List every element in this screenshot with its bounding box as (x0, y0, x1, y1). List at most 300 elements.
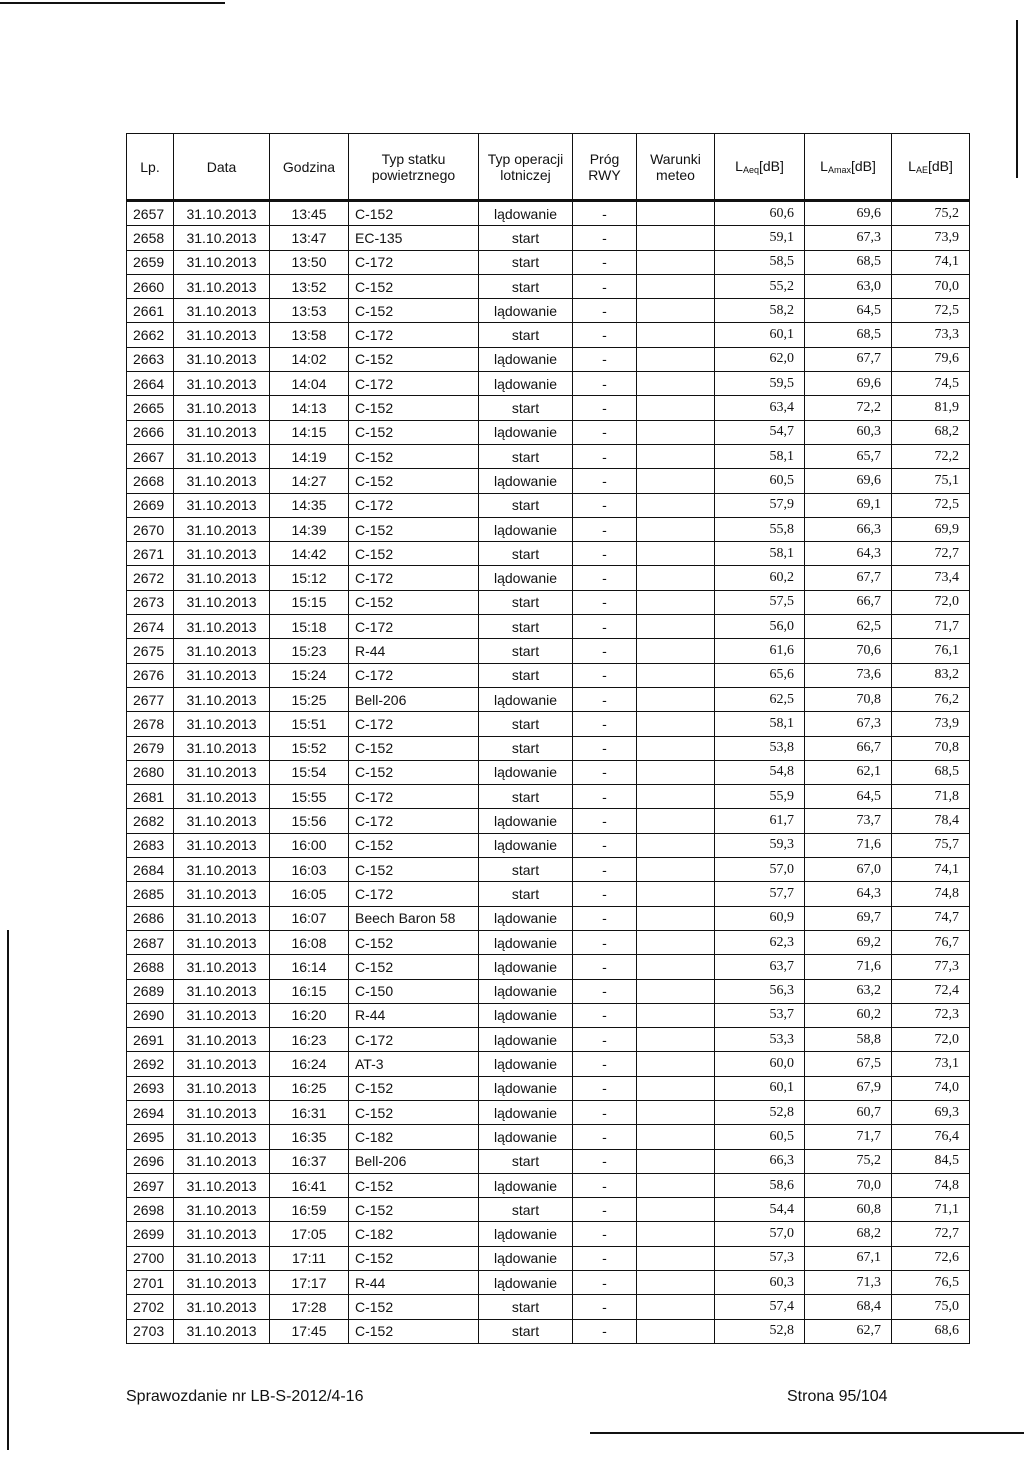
cell-aircraft: C-152 (349, 955, 479, 979)
cell-weather (637, 955, 715, 979)
cell-threshold: - (573, 785, 637, 809)
cell-aircraft: C-172 (349, 712, 479, 736)
cell-threshold: - (573, 858, 637, 882)
cell-weather (637, 809, 715, 833)
cell-date: 31.10.2013 (174, 663, 270, 687)
table-row (127, 1028, 970, 1052)
cell-operation: start (479, 736, 573, 760)
cell-time: 14:39 (270, 517, 349, 541)
cell-lp: 2672 (127, 566, 174, 590)
cell-aircraft: C-152 (349, 396, 479, 420)
table-row (127, 1222, 970, 1246)
cell-lae: 73,1 (892, 1052, 970, 1076)
cell-threshold: - (573, 493, 637, 517)
header-time: Godzina (270, 134, 349, 201)
cell-lp: 2690 (127, 1003, 174, 1027)
cell-lae: 74,5 (892, 372, 970, 396)
cell-lp: 2689 (127, 979, 174, 1003)
cell-weather (637, 639, 715, 663)
cell-threshold: - (573, 590, 637, 614)
cell-time: 16:07 (270, 906, 349, 930)
cell-laeq: 57,0 (715, 1222, 805, 1246)
cell-lp: 2671 (127, 542, 174, 566)
cell-aircraft: C-172 (349, 372, 479, 396)
cell-weather (637, 299, 715, 323)
table-row (127, 517, 970, 541)
cell-time: 17:05 (270, 1222, 349, 1246)
cell-aircraft: AT-3 (349, 1052, 479, 1076)
cell-operation: lądowanie (479, 299, 573, 323)
cell-lamax: 67,0 (805, 858, 892, 882)
cell-aircraft: C-150 (349, 979, 479, 1003)
cell-lp: 2662 (127, 323, 174, 347)
cell-lamax: 70,0 (805, 1173, 892, 1197)
cell-operation: lądowanie (479, 347, 573, 371)
cell-aircraft: C-172 (349, 1028, 479, 1052)
cell-date: 31.10.2013 (174, 469, 270, 493)
cell-threshold: - (573, 226, 637, 250)
cell-laeq: 59,1 (715, 226, 805, 250)
cell-operation: lądowanie (479, 201, 573, 226)
cell-weather (637, 906, 715, 930)
cell-weather (637, 785, 715, 809)
cell-operation: lądowanie (479, 809, 573, 833)
cell-date: 31.10.2013 (174, 347, 270, 371)
cell-date: 31.10.2013 (174, 615, 270, 639)
cell-lamax: 67,7 (805, 347, 892, 371)
cell-time: 17:28 (270, 1295, 349, 1319)
cell-time: 16:41 (270, 1173, 349, 1197)
table-row (127, 1052, 970, 1076)
cell-weather (637, 882, 715, 906)
cell-aircraft: C-152 (349, 469, 479, 493)
cell-lp: 2668 (127, 469, 174, 493)
cell-time: 14:19 (270, 444, 349, 468)
cell-lp: 2684 (127, 858, 174, 882)
table-row (127, 785, 970, 809)
cell-aircraft: C-152 (349, 201, 479, 226)
cell-lp: 2695 (127, 1125, 174, 1149)
cell-lamax: 64,5 (805, 299, 892, 323)
cell-weather (637, 833, 715, 857)
cell-lamax: 67,3 (805, 226, 892, 250)
cell-lae: 69,3 (892, 1100, 970, 1124)
cell-weather (637, 1173, 715, 1197)
cell-time: 16:08 (270, 930, 349, 954)
header-weather: Warunki meteo (637, 134, 715, 201)
cell-weather (637, 1076, 715, 1100)
cell-lae: 74,7 (892, 906, 970, 930)
cell-time: 13:45 (270, 201, 349, 226)
cell-date: 31.10.2013 (174, 979, 270, 1003)
cell-date: 31.10.2013 (174, 955, 270, 979)
cell-date: 31.10.2013 (174, 542, 270, 566)
cell-operation: start (479, 226, 573, 250)
cell-lp: 2664 (127, 372, 174, 396)
cell-lamax: 69,2 (805, 930, 892, 954)
cell-laeq: 56,3 (715, 979, 805, 1003)
cell-lamax: 60,8 (805, 1198, 892, 1222)
cell-lamax: 71,6 (805, 833, 892, 857)
cell-lae: 83,2 (892, 663, 970, 687)
cell-laeq: 60,5 (715, 469, 805, 493)
cell-laeq: 63,4 (715, 396, 805, 420)
cell-aircraft: C-152 (349, 1076, 479, 1100)
table-row (127, 833, 970, 857)
cell-time: 16:59 (270, 1198, 349, 1222)
cell-lp: 2675 (127, 639, 174, 663)
cell-date: 31.10.2013 (174, 1052, 270, 1076)
cell-lamax: 69,6 (805, 469, 892, 493)
cell-date: 31.10.2013 (174, 1100, 270, 1124)
cell-time: 15:25 (270, 687, 349, 711)
cell-lamax: 69,1 (805, 493, 892, 517)
cell-weather (637, 542, 715, 566)
cell-lamax: 68,2 (805, 1222, 892, 1246)
cell-aircraft: C-152 (349, 1198, 479, 1222)
cell-operation: lądowanie (479, 687, 573, 711)
cell-date: 31.10.2013 (174, 1028, 270, 1052)
cell-lae: 76,4 (892, 1125, 970, 1149)
table-row (127, 906, 970, 930)
cell-lamax: 69,6 (805, 372, 892, 396)
cell-time: 13:52 (270, 274, 349, 298)
cell-lae: 72,7 (892, 542, 970, 566)
cell-weather (637, 1125, 715, 1149)
table-row (127, 1271, 970, 1295)
table-row (127, 955, 970, 979)
cell-lp: 2660 (127, 274, 174, 298)
cell-lae: 76,7 (892, 930, 970, 954)
cell-laeq: 53,8 (715, 736, 805, 760)
cell-lae: 74,1 (892, 250, 970, 274)
cell-operation: start (479, 274, 573, 298)
cell-laeq: 53,3 (715, 1028, 805, 1052)
cell-laeq: 60,5 (715, 1125, 805, 1149)
cell-time: 15:51 (270, 712, 349, 736)
cell-lp: 2680 (127, 760, 174, 784)
cell-time: 16:31 (270, 1100, 349, 1124)
table-row (127, 1100, 970, 1124)
cell-lae: 75,2 (892, 201, 970, 226)
table-row (127, 299, 970, 323)
cell-operation: lądowanie (479, 1028, 573, 1052)
cell-operation: lądowanie (479, 955, 573, 979)
cell-aircraft: C-152 (349, 1246, 479, 1270)
cell-lae: 72,3 (892, 1003, 970, 1027)
cell-aircraft: C-172 (349, 615, 479, 639)
cell-threshold: - (573, 1246, 637, 1270)
table-row (127, 1003, 970, 1027)
cell-aircraft: C-152 (349, 590, 479, 614)
cell-laeq: 57,3 (715, 1246, 805, 1270)
table-row (127, 615, 970, 639)
cell-operation: lądowanie (479, 1076, 573, 1100)
cell-lamax: 64,5 (805, 785, 892, 809)
cell-threshold: - (573, 542, 637, 566)
cell-date: 31.10.2013 (174, 226, 270, 250)
cell-time: 14:15 (270, 420, 349, 444)
table-row (127, 493, 970, 517)
cell-weather (637, 1149, 715, 1173)
cell-lamax: 70,6 (805, 639, 892, 663)
cell-operation: lądowanie (479, 833, 573, 857)
cell-threshold: - (573, 250, 637, 274)
cell-threshold: - (573, 930, 637, 954)
cell-lamax: 67,7 (805, 566, 892, 590)
cell-laeq: 52,8 (715, 1319, 805, 1343)
table-row (127, 736, 970, 760)
cell-laeq: 59,5 (715, 372, 805, 396)
cell-lamax: 69,7 (805, 906, 892, 930)
cell-time: 15:56 (270, 809, 349, 833)
cell-time: 13:50 (270, 250, 349, 274)
cell-lp: 2670 (127, 517, 174, 541)
cell-weather (637, 687, 715, 711)
cell-weather (637, 469, 715, 493)
cell-lae: 73,3 (892, 323, 970, 347)
cell-aircraft: C-152 (349, 930, 479, 954)
cell-date: 31.10.2013 (174, 274, 270, 298)
cell-date: 31.10.2013 (174, 1319, 270, 1343)
cell-operation: start (479, 639, 573, 663)
cell-operation: start (479, 1149, 573, 1173)
cell-lamax: 64,3 (805, 542, 892, 566)
cell-time: 14:13 (270, 396, 349, 420)
cell-laeq: 59,3 (715, 833, 805, 857)
cell-lae: 76,2 (892, 687, 970, 711)
cell-weather (637, 760, 715, 784)
cell-date: 31.10.2013 (174, 785, 270, 809)
cell-aircraft: C-152 (349, 274, 479, 298)
table-row (127, 809, 970, 833)
cell-date: 31.10.2013 (174, 906, 270, 930)
cell-time: 15:55 (270, 785, 349, 809)
cell-lamax: 71,6 (805, 955, 892, 979)
table-row (127, 882, 970, 906)
cell-lp: 2674 (127, 615, 174, 639)
cell-time: 15:12 (270, 566, 349, 590)
cell-lamax: 66,3 (805, 517, 892, 541)
cell-time: 16:14 (270, 955, 349, 979)
cell-lae: 72,0 (892, 590, 970, 614)
cell-threshold: - (573, 469, 637, 493)
cell-operation: start (479, 712, 573, 736)
cell-operation: start (479, 323, 573, 347)
cell-date: 31.10.2013 (174, 493, 270, 517)
table-row (127, 1198, 970, 1222)
cell-lp: 2661 (127, 299, 174, 323)
cell-lp: 2659 (127, 250, 174, 274)
cell-lae: 69,9 (892, 517, 970, 541)
cell-date: 31.10.2013 (174, 250, 270, 274)
cell-time: 13:58 (270, 323, 349, 347)
cell-lp: 2701 (127, 1271, 174, 1295)
cell-lae: 77,3 (892, 955, 970, 979)
cell-aircraft: C-152 (349, 299, 479, 323)
cell-aircraft: C-172 (349, 663, 479, 687)
cell-lae: 72,5 (892, 299, 970, 323)
cell-lamax: 70,8 (805, 687, 892, 711)
cell-threshold: - (573, 687, 637, 711)
table-row (127, 323, 970, 347)
cell-aircraft: C-152 (349, 542, 479, 566)
cell-date: 31.10.2013 (174, 323, 270, 347)
cell-lamax: 67,1 (805, 1246, 892, 1270)
cell-laeq: 57,4 (715, 1295, 805, 1319)
cell-lae: 76,5 (892, 1271, 970, 1295)
cell-aircraft: C-152 (349, 420, 479, 444)
cell-date: 31.10.2013 (174, 930, 270, 954)
cell-threshold: - (573, 639, 637, 663)
cell-threshold: - (573, 444, 637, 468)
cell-lae: 79,6 (892, 347, 970, 371)
cell-lae: 78,4 (892, 809, 970, 833)
cell-laeq: 60,6 (715, 201, 805, 226)
cell-lp: 2679 (127, 736, 174, 760)
table-row (127, 226, 970, 250)
cell-date: 31.10.2013 (174, 809, 270, 833)
cell-lae: 81,9 (892, 396, 970, 420)
cell-laeq: 57,0 (715, 858, 805, 882)
cell-laeq: 61,6 (715, 639, 805, 663)
cell-laeq: 62,5 (715, 687, 805, 711)
cell-time: 15:24 (270, 663, 349, 687)
cell-lamax: 64,3 (805, 882, 892, 906)
cell-laeq: 60,9 (715, 906, 805, 930)
cell-lae: 72,7 (892, 1222, 970, 1246)
cell-lae: 72,6 (892, 1246, 970, 1270)
cell-laeq: 57,9 (715, 493, 805, 517)
cell-threshold: - (573, 517, 637, 541)
cell-lae: 75,0 (892, 1295, 970, 1319)
cell-lp: 2698 (127, 1198, 174, 1222)
cell-lae: 74,8 (892, 882, 970, 906)
cell-time: 14:04 (270, 372, 349, 396)
cell-lae: 72,5 (892, 493, 970, 517)
cell-weather (637, 347, 715, 371)
cell-laeq: 54,4 (715, 1198, 805, 1222)
cell-operation: start (479, 615, 573, 639)
cell-laeq: 60,0 (715, 1052, 805, 1076)
header-lae: $L_{AE}[dB]$ (892, 134, 970, 201)
cell-lp: 2663 (127, 347, 174, 371)
cell-time: 16:03 (270, 858, 349, 882)
cell-lae: 72,2 (892, 444, 970, 468)
cell-lamax: 73,7 (805, 809, 892, 833)
cell-lae: 74,8 (892, 1173, 970, 1197)
table-row (127, 1246, 970, 1270)
cell-lamax: 71,3 (805, 1271, 892, 1295)
cell-weather (637, 420, 715, 444)
cell-laeq: 61,7 (715, 809, 805, 833)
cell-lp: 2667 (127, 444, 174, 468)
table-row (127, 420, 970, 444)
cell-threshold: - (573, 372, 637, 396)
cell-lp: 2677 (127, 687, 174, 711)
cell-weather (637, 1295, 715, 1319)
cell-threshold: - (573, 833, 637, 857)
cell-operation: lądowanie (479, 1052, 573, 1076)
cell-lp: 2658 (127, 226, 174, 250)
cell-date: 31.10.2013 (174, 833, 270, 857)
cell-date: 31.10.2013 (174, 1173, 270, 1197)
cell-time: 15:15 (270, 590, 349, 614)
cell-weather (637, 444, 715, 468)
cell-threshold: - (573, 1149, 637, 1173)
cell-weather (637, 1222, 715, 1246)
cell-operation: start (479, 1319, 573, 1343)
cell-threshold: - (573, 1125, 637, 1149)
cell-weather (637, 979, 715, 1003)
cell-lae: 68,2 (892, 420, 970, 444)
cell-laeq: 65,6 (715, 663, 805, 687)
cell-lamax: 62,7 (805, 1319, 892, 1343)
cell-lp: 2688 (127, 955, 174, 979)
cell-weather (637, 250, 715, 274)
cell-operation: lądowanie (479, 566, 573, 590)
cell-lamax: 68,5 (805, 323, 892, 347)
cell-date: 31.10.2013 (174, 1003, 270, 1027)
table-row (127, 979, 970, 1003)
cell-laeq: 55,9 (715, 785, 805, 809)
table-row (127, 1149, 970, 1173)
cell-time: 17:11 (270, 1246, 349, 1270)
cell-lamax: 63,0 (805, 274, 892, 298)
cell-date: 31.10.2013 (174, 1076, 270, 1100)
cell-lp: 2686 (127, 906, 174, 930)
cell-laeq: 66,3 (715, 1149, 805, 1173)
cell-lp: 2676 (127, 663, 174, 687)
cell-laeq: 52,8 (715, 1100, 805, 1124)
table-row (127, 444, 970, 468)
cell-date: 31.10.2013 (174, 882, 270, 906)
cell-lp: 2681 (127, 785, 174, 809)
cell-weather (637, 226, 715, 250)
cell-lamax: 67,3 (805, 712, 892, 736)
cell-lamax: 68,4 (805, 1295, 892, 1319)
cell-aircraft: C-172 (349, 566, 479, 590)
cell-lp: 2685 (127, 882, 174, 906)
cell-weather (637, 1003, 715, 1027)
cell-laeq: 57,7 (715, 882, 805, 906)
scan-rule-bottom (590, 1432, 1024, 1434)
footer-report-number: Sprawozdanie nr LB-S-2012/4-16 (126, 1388, 364, 1405)
cell-aircraft: Beech Baron 58 (349, 906, 479, 930)
cell-time: 16:15 (270, 979, 349, 1003)
table-row (127, 347, 970, 371)
cell-lp: 2694 (127, 1100, 174, 1124)
cell-laeq: 55,8 (715, 517, 805, 541)
cell-threshold: - (573, 323, 637, 347)
cell-operation: lądowanie (479, 1222, 573, 1246)
cell-date: 31.10.2013 (174, 639, 270, 663)
cell-threshold: - (573, 1198, 637, 1222)
cell-laeq: 54,7 (715, 420, 805, 444)
cell-time: 16:00 (270, 833, 349, 857)
cell-time: 14:35 (270, 493, 349, 517)
cell-operation: start (479, 663, 573, 687)
cell-lp: 2697 (127, 1173, 174, 1197)
cell-operation: lądowanie (479, 372, 573, 396)
cell-weather (637, 493, 715, 517)
cell-threshold: - (573, 955, 637, 979)
cell-lp: 2700 (127, 1246, 174, 1270)
cell-lp: 2678 (127, 712, 174, 736)
cell-weather (637, 396, 715, 420)
cell-threshold: - (573, 566, 637, 590)
table-row (127, 1173, 970, 1197)
